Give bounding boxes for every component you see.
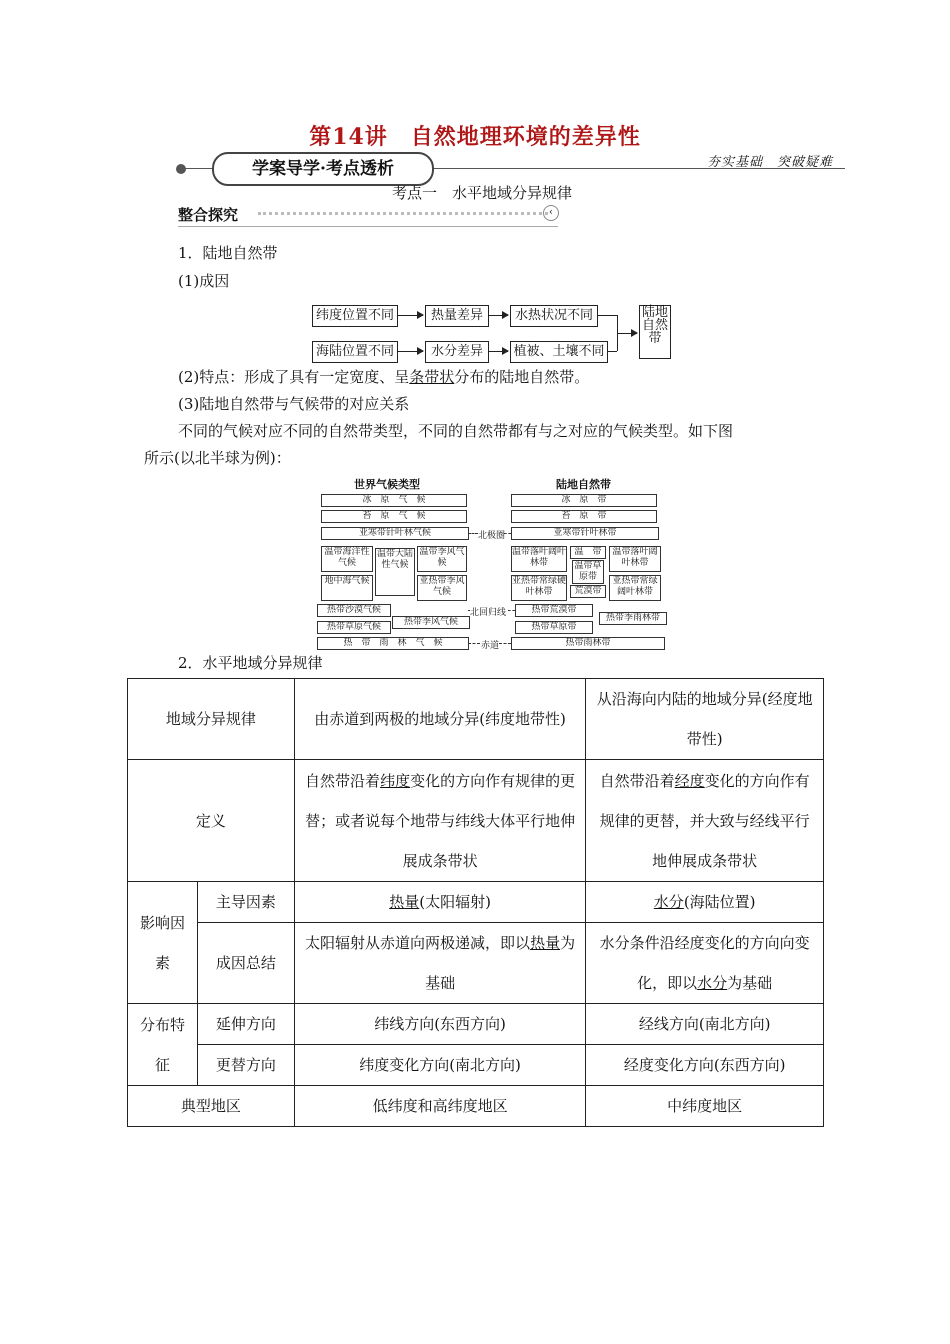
climate-tropical-rainforest: 热 带 雨 林 气 候 [317, 637, 469, 650]
table-row [128, 679, 824, 760]
climate-temperate-continental: 温带大陆性气候 [375, 548, 415, 596]
climate-tropical-desert: 热带沙漠气候 [317, 604, 391, 617]
flow-box-water: 水分差异 [425, 341, 489, 363]
c2-underlined: 水分 [697, 974, 728, 992]
s1-p1: (1)成因 [178, 272, 230, 290]
line-1 [597, 315, 617, 316]
def2-post: 变化的方向作有规律的更替，并大致与经线平行地伸展成条带状 [599, 771, 810, 870]
table-cell [586, 760, 824, 882]
zone-temperate-grassland: 温带草原带 [572, 560, 604, 584]
table-cell: 典型地区 [128, 1086, 295, 1127]
zone-tundra: 苔 原 带 [511, 510, 657, 523]
s1-p2-pre: (2)特点：形成了具有一定宽度、呈 [178, 368, 410, 386]
mf2-post: (海陆位置) [683, 893, 756, 911]
table-cell: 更替方向 [197, 1045, 294, 1086]
table-cell: 主导因素 [197, 882, 294, 923]
mf1-post: (太阳辐射) [419, 893, 491, 911]
table-cell: 经线方向(南北方向) [586, 1004, 824, 1045]
zone-tropical-savanna: 热带草原带 [515, 621, 593, 634]
s1-title: 1．陆地自然带 [178, 244, 278, 262]
table-cell: 低纬度和高纬度地区 [294, 1086, 586, 1127]
climate-taiga: 亚寒带针叶林气候 [321, 527, 469, 540]
def2-pre: 自然带沿着 [599, 771, 675, 790]
zone-temperate: 温 带 [570, 546, 606, 559]
section-heading: 考点一 水平地域分异规律 [392, 184, 573, 202]
flow-box-landsea: 海陆位置不同 [312, 341, 398, 363]
arrow-1 [397, 315, 423, 316]
tropic-line-right [508, 610, 515, 611]
header-pill: 学案导学·考点透析 [212, 152, 434, 186]
climate-temperate-oceanic: 温带海洋性气候 [321, 546, 373, 572]
label-tropic-cancer: 北回归线 [470, 608, 507, 618]
table-header-cell: 从沿海向内陆的地域分异(经度地带性) [586, 679, 824, 760]
zone-subtropical-sclerophyll: 亚热带常绿硬叶林带 [511, 575, 567, 601]
s2-title: 2．水平地域分异规律 [178, 654, 323, 672]
table-cell: 经度变化方向(东西方向) [586, 1045, 824, 1086]
table-cell: 延伸方向 [197, 1004, 294, 1045]
label-equator: 赤道 [481, 641, 500, 651]
zone-temperate-deciduous-east: 温带落叶阔叶林带 [609, 546, 661, 572]
mf2-underlined: 水分 [653, 893, 684, 911]
flow-box-vegetation: 植被、土壤不同 [510, 341, 608, 363]
zonal-differentiation-table [127, 678, 824, 1127]
climate-tropical-monsoon: 热带季风气候 [392, 616, 470, 629]
chevron-left-icon: ‹ [543, 205, 559, 221]
table-row [128, 882, 824, 923]
mf1-underlined: 热量 [389, 893, 420, 911]
zone-tropical-rainforest: 热带雨林带 [511, 637, 665, 650]
table-cell [294, 760, 586, 882]
s1-p2-post: 分布的陆地自然带。 [454, 368, 590, 386]
arrow-4 [488, 351, 508, 352]
header-motto: 夯实基础 突破疑难 [707, 155, 834, 170]
def1-pre: 自然带沿着 [305, 771, 381, 790]
c1-pre: 太阳辐射从赤道向两极递减，即以 [305, 934, 531, 952]
table-row [128, 1045, 824, 1086]
table-cell: 定义 [128, 760, 295, 882]
table-cell: 分布特征 [128, 1004, 198, 1086]
divider [178, 226, 558, 227]
equator-line-left [468, 643, 480, 644]
s1-p2-underlined: 条带状 [409, 368, 455, 386]
flow-box-latitude: 纬度位置不同 [312, 305, 398, 327]
page-title: 第14讲 自然地理环境的差异性 [309, 124, 641, 150]
arrow-2 [397, 351, 423, 352]
def1-underlined: 纬度 [380, 771, 411, 790]
arctic-line-left [468, 533, 478, 534]
table-cell [294, 882, 586, 923]
c2-post: 为基础 [727, 974, 773, 992]
c2-pre: 水分条件沿经度变化的方向向变化，即以 [599, 934, 810, 992]
label-arctic-circle: 北极圈 [478, 531, 506, 541]
table-header-cell: 地域分异规律 [128, 679, 295, 760]
zone-tropical-desert: 热带荒漠带 [515, 604, 593, 617]
s1-p3: (3)陆地自然带与气候带的对应关系 [178, 395, 410, 413]
flow-box-heat: 热量差异 [425, 305, 489, 327]
chart-right-title: 陆地自然带 [556, 478, 611, 491]
climate-mediterranean: 地中海气候 [321, 575, 373, 601]
c1-post: 为基础 [425, 934, 576, 992]
table-cell [586, 923, 824, 1004]
def1-post: 变化的方向作有规律的更替；或者说每个地带与纬线大体平行地伸展成条带状 [305, 771, 576, 870]
zone-temperate-deciduous-west: 温带落叶阔叶林带 [511, 546, 567, 572]
header-dot [176, 164, 186, 174]
chart-left-title: 世界气候类型 [354, 478, 420, 491]
climate-temperate-monsoon: 温带季风气候 [417, 546, 467, 572]
table-row [128, 923, 824, 1004]
def2-underlined: 经度 [674, 771, 705, 790]
arrow-3 [488, 315, 508, 316]
dotted-divider [258, 212, 548, 215]
table-row [128, 760, 824, 882]
table-cell [586, 882, 824, 923]
table-cell: 成因总结 [197, 923, 294, 1004]
table-cell: 纬线方向(东西方向) [294, 1004, 586, 1045]
flow-box-hydrothermal: 水热状况不同 [510, 305, 598, 327]
flow-box-natural-zone: 陆地自然带 [639, 305, 671, 359]
s1-p4a: 不同的气候对应不同的自然带类型，不同的自然带都有与之对应的气候类型。如下图 [178, 422, 734, 440]
table-cell: 纬度变化方向(南北方向) [294, 1045, 586, 1086]
zone-ice: 冰 原 带 [511, 494, 657, 507]
subsection-label: 整合探究 [178, 206, 239, 224]
table-cell [294, 923, 586, 1004]
s1-p2 [178, 364, 589, 390]
climate-tropical-savanna: 热带草原气候 [317, 621, 391, 634]
table-cell: 影响因素 [128, 882, 198, 1004]
zone-taiga: 亚寒带针叶林带 [511, 527, 659, 540]
zone-subtropical-evergreen: 亚热带常绿阔叶林带 [609, 575, 661, 601]
table-row [128, 1086, 824, 1127]
zone-tropical-monsoon-forest: 热带季雨林带 [599, 612, 667, 625]
climate-ice: 冰 原 气 候 [321, 494, 467, 507]
table-cell: 中纬度地区 [586, 1086, 824, 1127]
c1-underlined: 热量 [530, 934, 561, 952]
line-2 [607, 351, 617, 352]
zone-desert: 荒漠带 [570, 585, 606, 598]
equator-line-right [499, 643, 511, 644]
climate-tundra: 苔 原 气 候 [321, 510, 467, 523]
s1-p4b: 所示(以北半球为例)： [144, 449, 291, 467]
arrow-5 [617, 333, 637, 334]
table-row [128, 1004, 824, 1045]
arctic-line-right [504, 533, 511, 534]
climate-subtropical-monsoon: 亚热带季风气候 [417, 575, 467, 601]
table-header-cell: 由赤道到两极的地域分异(纬度地带性) [294, 679, 586, 760]
